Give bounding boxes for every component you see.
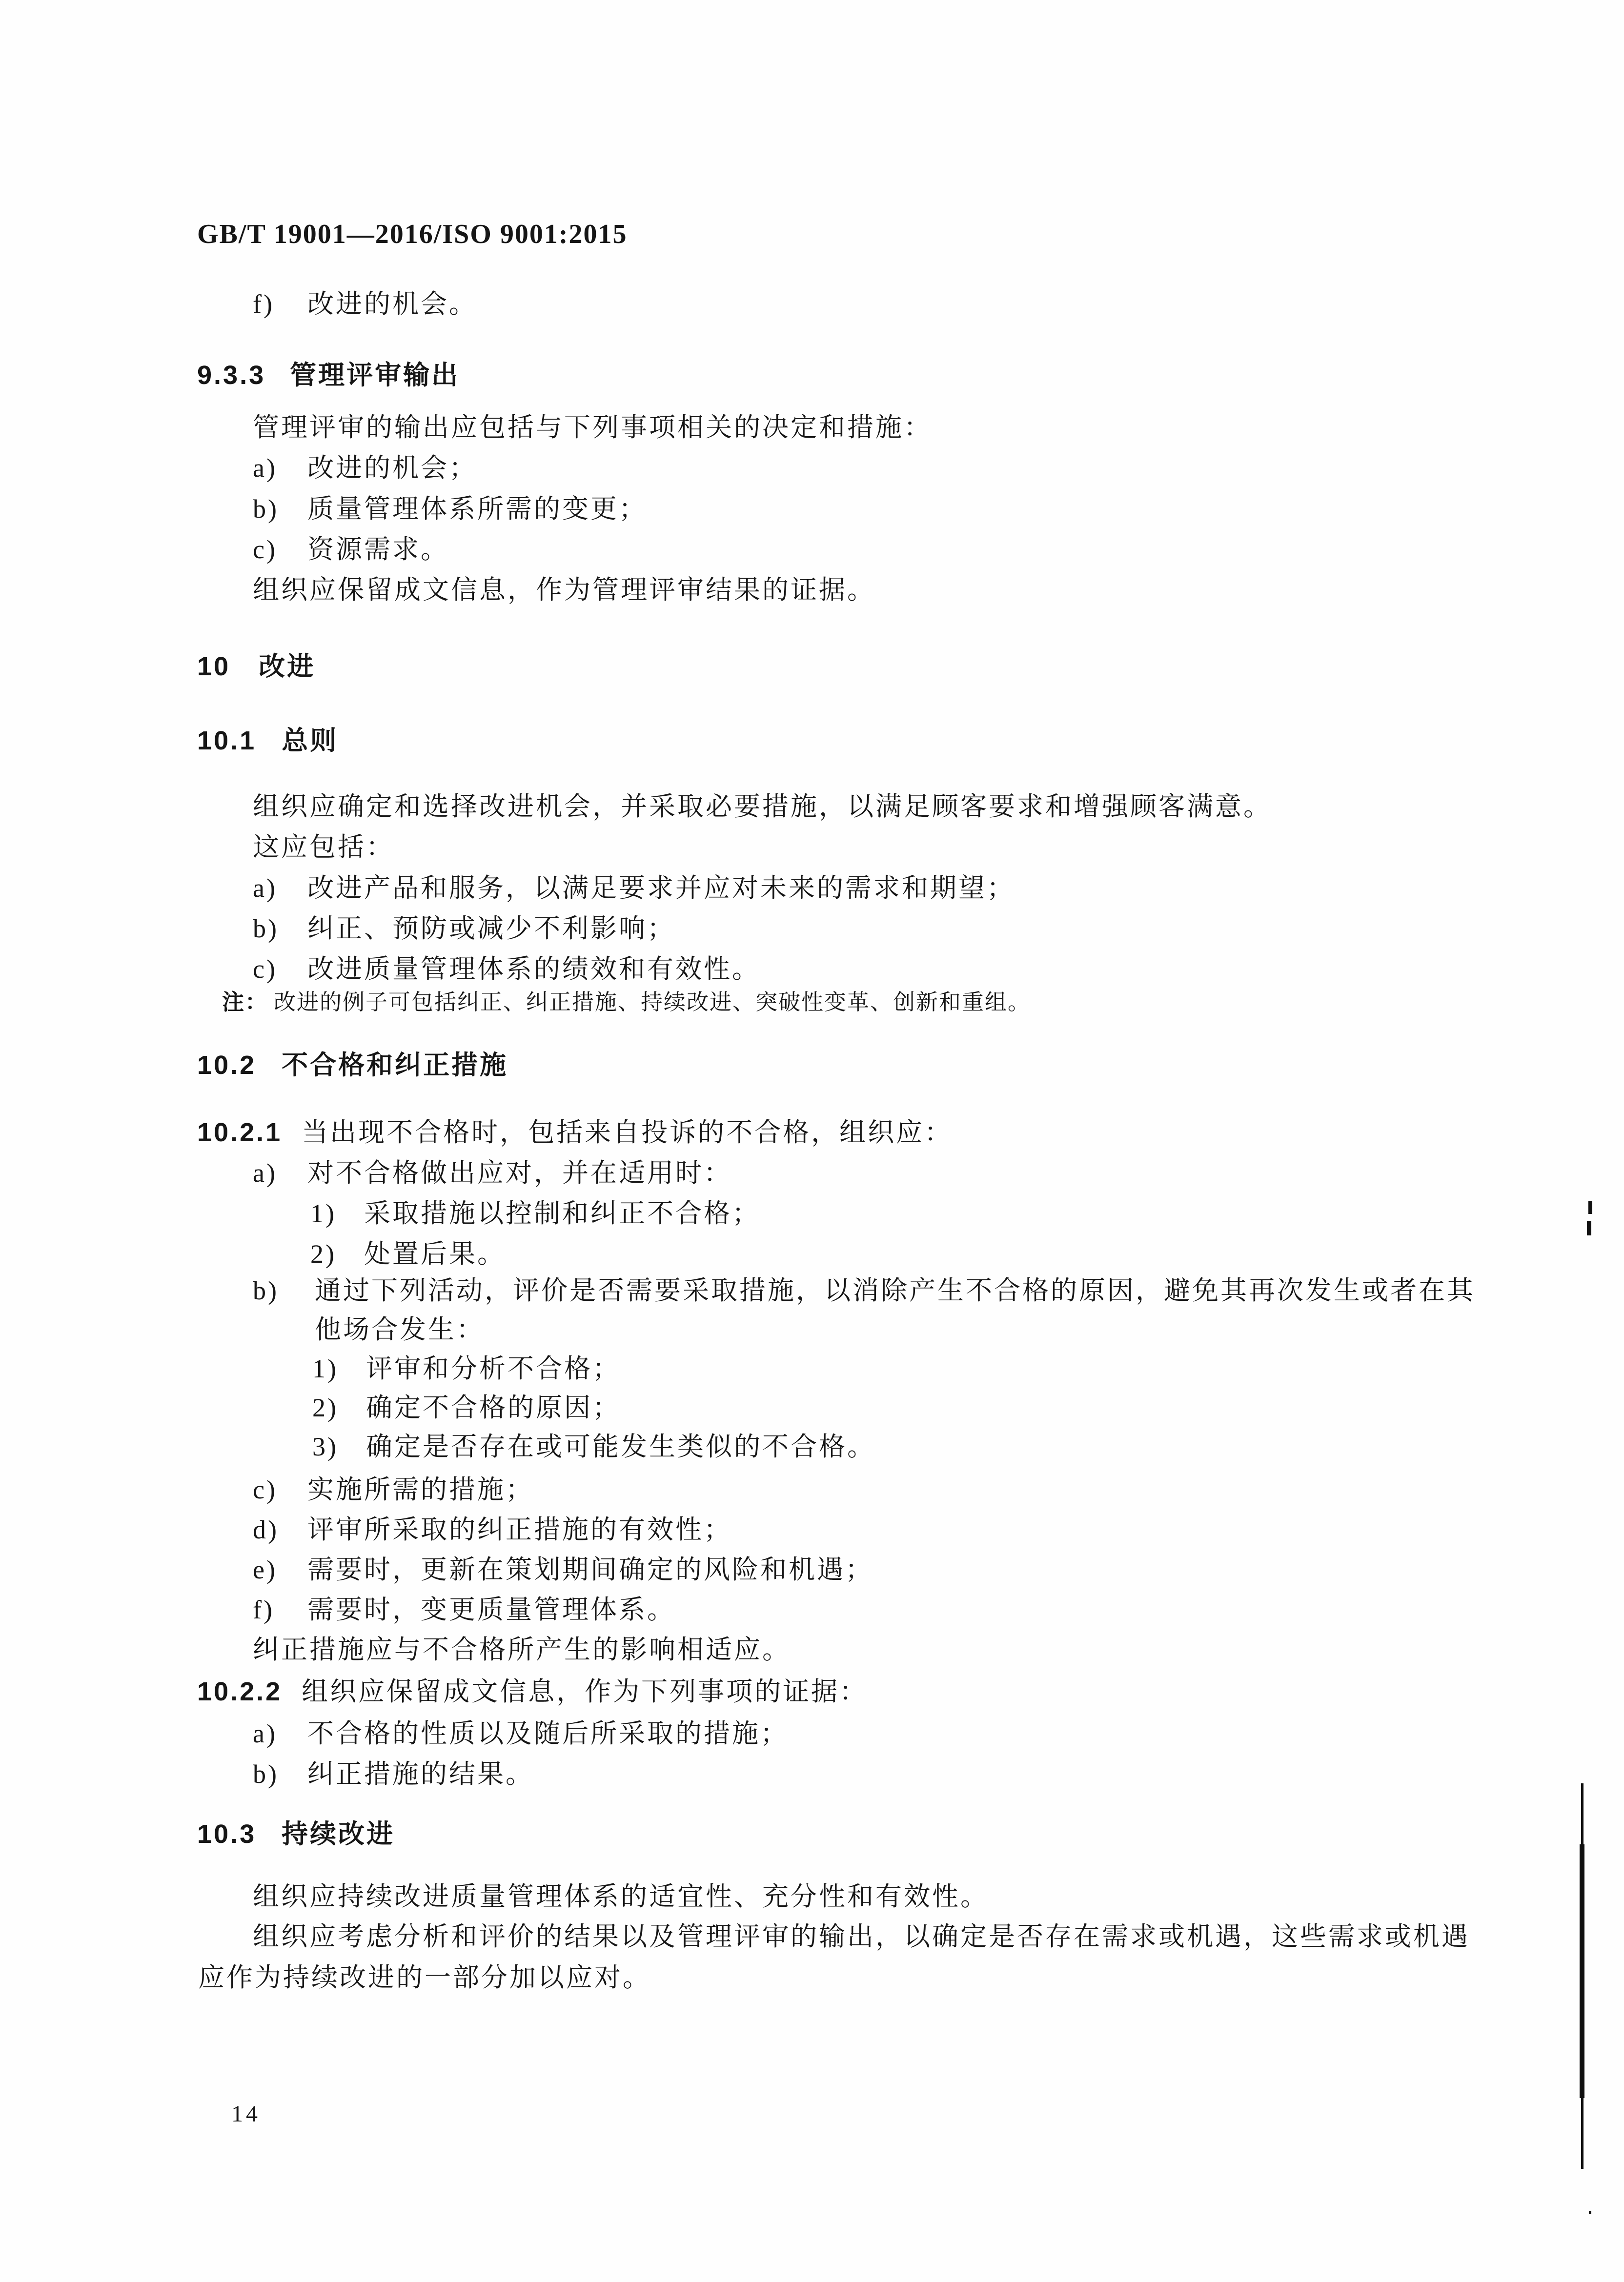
list-item: [253, 1718, 789, 1749]
clause-10-2-2: [197, 1676, 868, 1707]
scan-artifact-dash: [1587, 1221, 1591, 1235]
list-item: [253, 1158, 732, 1188]
list-item: [253, 1595, 675, 1625]
sub-item-label: 1): [312, 1354, 338, 1383]
list-item-text: 纠正、预防或减少不利影响；: [307, 914, 675, 943]
list-item: [253, 954, 760, 984]
sub-item-label: 3): [312, 1432, 338, 1461]
sub-item-text: 处置后果。: [364, 1239, 506, 1269]
clause-number: 10.3: [197, 1819, 257, 1849]
clause-number: 10.1: [197, 726, 257, 755]
sub-list-item: [312, 1353, 621, 1384]
clause-title: 管理评审输出: [290, 361, 460, 390]
list-item-label: a): [253, 453, 277, 483]
list-item-label: f): [253, 289, 274, 319]
paragraph: 组织应确定和选择改进机会，并采取必要措施，以满足顾客要求和增强顾客满意。: [253, 792, 1272, 821]
sub-item-label: 2): [312, 1393, 338, 1422]
scan-artifact-dash: [1588, 1201, 1592, 1214]
list-item-label: c): [253, 954, 277, 984]
list-item-label: a): [253, 1719, 277, 1748]
list-item: [253, 1275, 1475, 1306]
clause-text: 组织应保留成文信息，作为下列事项的证据：: [302, 1677, 868, 1706]
note-label: 注：: [222, 990, 268, 1014]
running-header: GB/T 19001—2016/ISO 9001:2015: [197, 219, 628, 249]
heading-10-2: [197, 1050, 508, 1080]
clause-number: 10.2.1: [197, 1118, 283, 1147]
clause-number: 9.3.3: [197, 361, 266, 390]
note-text: 改进的例子可包括纠正、纠正措施、持续改进、突破性变革、创新和重组。: [274, 990, 1031, 1014]
list-item: [253, 453, 477, 483]
paragraph: 纠正措施应与不合格所产生的影响相适应。: [253, 1635, 791, 1664]
clause-title: 改进: [259, 652, 316, 681]
paragraph: 组织应考虑分析和评价的结果以及管理评审的输出，以确定是否存在需求或机遇，这些需求或机遇: [253, 1922, 1470, 1951]
page-number: 14: [231, 2101, 261, 2127]
list-item-label: a): [253, 873, 277, 903]
list-item-label: c): [253, 1475, 277, 1504]
list-item-text: 改进产品和服务，以满足要求并应对未来的需求和期望；: [307, 873, 1015, 903]
sub-list-item: [310, 1239, 506, 1269]
sub-item-text: 确定是否存在或可能发生类似的不合格。: [366, 1432, 875, 1461]
clause-number: 10.2.2: [197, 1677, 283, 1706]
list-item: [253, 494, 647, 524]
list-item-label: b): [253, 1276, 279, 1305]
sub-item-label: 1): [310, 1199, 336, 1228]
paragraph-continuation: 应作为持续改进的一部分加以应对。: [198, 1963, 651, 1992]
list-item-text: 需要时，变更质量管理体系。: [307, 1595, 675, 1624]
sub-list-item: [312, 1393, 621, 1423]
sub-list-item: [312, 1432, 875, 1462]
list-item-label: f): [253, 1595, 274, 1624]
list-item-label: c): [253, 535, 277, 564]
list-item: [253, 289, 477, 319]
heading-10: [197, 651, 315, 682]
list-item-label: d): [253, 1515, 279, 1544]
paragraph: 管理评审的输出应包括与下列事项相关的决定和措施：: [253, 413, 932, 442]
list-item-text: 通过下列活动，评价是否需要采取措施，以消除产生不合格的原因，避免其再次发生或者在其: [315, 1276, 1475, 1305]
list-item-text: 改进质量管理体系的绩效和有效性。: [307, 954, 760, 984]
clause-title: 总则: [282, 726, 339, 755]
list-item-text: 评审所采取的纠正措施的有效性；: [307, 1515, 732, 1544]
heading-10-1: [197, 726, 338, 756]
list-item: [253, 873, 1015, 903]
clause-title: 持续改进: [282, 1819, 395, 1849]
list-item-continuation: 他场合发生：: [315, 1315, 485, 1344]
sub-item-text: 评审和分析不合格；: [366, 1354, 621, 1383]
list-item-label: b): [253, 494, 279, 524]
list-item-text: 不合格的性质以及随后所采取的措施；: [307, 1719, 789, 1748]
list-item-text: 需要时，更新在策划期间确定的风险和机遇；: [307, 1555, 873, 1584]
list-item-label: a): [253, 1158, 277, 1188]
heading-10-3: [197, 1819, 395, 1849]
scan-artifact-dot: [1589, 2211, 1591, 2214]
list-item: [253, 913, 675, 944]
clause-title: 不合格和纠正措施: [282, 1050, 508, 1080]
sub-list-item: [310, 1198, 760, 1229]
heading-9-3-3: [197, 360, 460, 390]
clause-text: 当出现不合格时，包括来自投诉的不合格，组织应：: [302, 1118, 953, 1147]
list-item-text: 资源需求。: [307, 535, 449, 564]
list-item-label: b): [253, 914, 279, 943]
clause-10-2-1: [197, 1117, 953, 1148]
scan-artifact-line: [1580, 1844, 1584, 2098]
paragraph: 这应包括：: [253, 832, 394, 862]
list-item: [253, 1515, 732, 1545]
sub-item-text: 采取措施以控制和纠正不合格；: [364, 1199, 760, 1228]
list-item-label: e): [253, 1555, 277, 1584]
list-item: [253, 534, 449, 565]
list-item: [253, 1555, 873, 1585]
sub-item-text: 确定不合格的原因；: [366, 1393, 621, 1422]
list-item-label: b): [253, 1759, 279, 1789]
list-item-text: 改进的机会。: [307, 289, 477, 319]
paragraph: 组织应持续改进质量管理体系的适宜性、充分性和有效性。: [253, 1882, 989, 1911]
sub-item-label: 2): [310, 1239, 336, 1269]
clause-number: 10: [197, 652, 231, 681]
clause-number: 10.2: [197, 1050, 257, 1080]
list-item-text: 纠正措施的结果。: [307, 1759, 534, 1789]
list-item: [253, 1474, 534, 1505]
note: [222, 990, 1031, 1015]
list-item-text: 质量管理体系所需的变更；: [307, 494, 647, 524]
list-item-text: 改进的机会；: [307, 453, 477, 483]
list-item: [253, 1759, 534, 1789]
list-item-text: 对不合格做出应对，并在适用时：: [307, 1158, 732, 1188]
paragraph: 组织应保留成文信息，作为管理评审结果的证据。: [253, 575, 875, 605]
list-item-text: 实施所需的措施；: [307, 1475, 534, 1504]
